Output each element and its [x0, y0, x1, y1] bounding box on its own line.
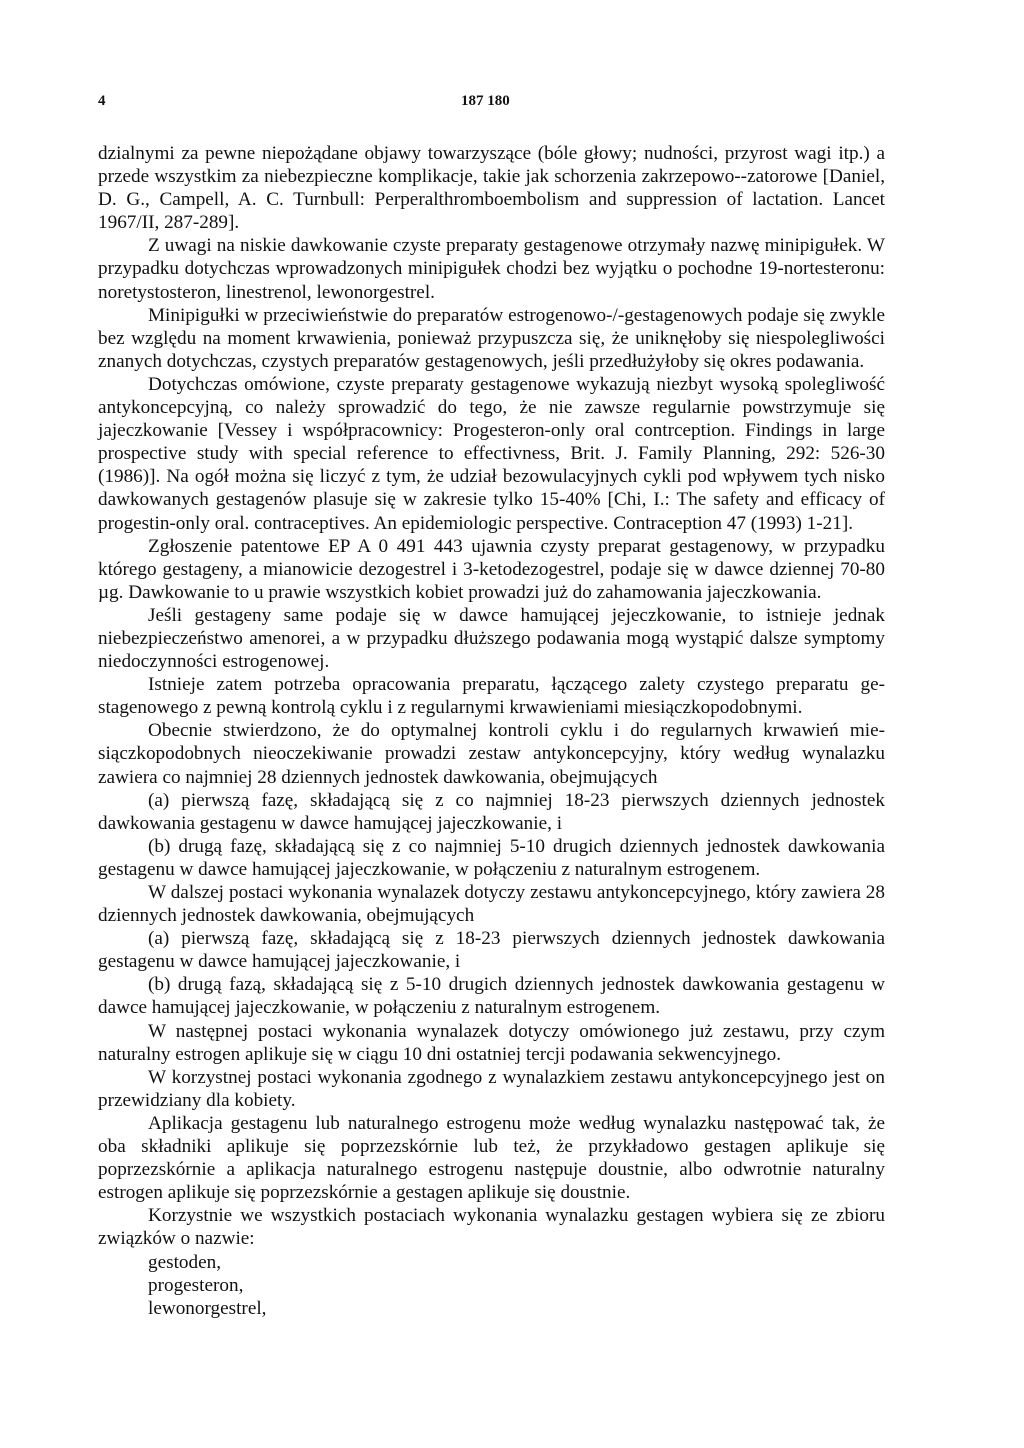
paragraph-continuation: dzialnymi za pewne niepożądane objawy towarzyszące (bóle głowy; nudności, przyrost wagi itp.) a przede wszystkim za niebezpieczne komplikacje, takie jak schorzenia zakrzepowo--zatorowe [Daniel, D. G., Campell, A. C. Turnbull: Perperalthromboembolism and suppression of lactation. Lancet 1967/II, 287-289].	[98, 143, 885, 234]
list-item: gestoden,	[148, 1251, 222, 1273]
paragraph-patent-application: Zgłoszenie patentowe EP A 0 491 443 ujawnia czysty preparat gestagenowy, w przypadku którego gestageny, a mianowicie dezogestrel i 3-ketodezogestrel, podaje się w dawce dziennej 70-80 µg. Dawkowanie to u prawie wszystkich kobiet prowadzi już do zahamowania jajeczkowania.	[98, 535, 885, 603]
paragraph-preferred-embodiment: W korzystnej postaci wykonania zgodnego z wynalazkiem zestawu antykoncepcyjnego jest on przewidziany dla kobiety.	[98, 1066, 885, 1111]
document-body	[98, 142, 885, 1320]
compound-list	[98, 1251, 885, 1320]
paragraph-application: Aplikacja gestagenu lub naturalnego estrogenu może według wynalazku następować tak, że oba składniki aplikuje się poprzezskórnie lub też, że przykładowo gestagen aplikuje się poprzezskórnie a aplikacja naturalnego estrogenu następuje doustnie, albo odwrotnie naturalny estrogen aplikuje się poprzezskórnie a gestagen aplikuje się doustnie.	[98, 1112, 885, 1204]
paragraph-finding: Obecnie stwierdzono, że do optymalnej kontroli cyklu i do regularnych krwawień miesiączkopodobnych nieoczekiwanie prowadzi zestaw antykoncepcyjny, który według wynalazku zawiera co najmniej 28 dziennych jednostek dawkowania, obejmujących	[98, 720, 885, 788]
paragraph-phase-a-2: (a) pierwszą fazę, składającą się z 18-23 pierwszych dziennych jednostek dawkowania gestagenu w dawce hamującej jajeczkowanie, i	[98, 928, 885, 973]
paragraph-phase-b: (b) drugą fazę, składającą się z co najmniej 5-10 drugich dziennych jednostek dawkowania gestagenu w dawce hamującej jajeczkowanie, w połączeniu z naturalnym estrogenem.	[98, 835, 885, 880]
paragraph-minipills-name: Z uwagi na niskie dawkowanie czyste preparaty gestagenowe otrzymały nazwę minipigułek. W przypadku dotychczas wprowadzonych minipigułek chodzi bez wyjątku o pochodne 19-nortesteronu: noretystosteron, linestrenol, lewonorgestrel.	[98, 235, 885, 303]
paragraph-minipills-administration: Minipigułki w przeciwieństwie do preparatów estrogenowo-/-gestagenowych podaje się zwykle bez względu na moment krwawienia, ponieważ przypuszcza się, że uniknęłoby się niespolegliwości znanych dotychczas, czystych preparatów gestagenowych, jeśli przedłużyłoby się okres podawania.	[98, 304, 885, 372]
list-item: lewonorgestrel,	[148, 1297, 267, 1319]
paragraph-phase-a: (a) pierwszą fazę, składającą się z co najmniej 18-23 pierwszych dziennych jednostek dawkowania gestagenu w dawce hamującej jajeczkowanie, i	[98, 789, 885, 834]
paragraph-further-embodiment: W dalszej postaci wykonania wynalazek dotyczy zestawu antykoncepcyjnego, który zawiera 28 dziennych jednostek dawkowania, obejmujących	[98, 882, 885, 927]
paragraph-compound-selection: Korzystnie we wszystkich postaciach wykonania wynalazku gestagen wybiera się ze zbioru związków o nazwie:	[98, 1205, 885, 1250]
paragraph-next-embodiment: W następnej postaci wykonania wynalazek dotyczy omówionego już zestawu, przy czym naturalny estrogen aplikuje się w ciągu 10 dni ostatniej tercji podawania sekwencyjnego.	[98, 1020, 885, 1065]
page-header	[98, 93, 934, 117]
paragraph-efficacy: Dotychczas omówione, czyste preparaty gestagenowe wykazują niezbyt wysoką spolegliwość antykoncepcyjną, co należy sprowadzić do tego, że nie zawsze regularnie powstrzymuje się jajeczkowanie [Vessey i współpracownicy: Progesteron-only oral contrception. Findings in large prospective study with special reference to effectivness, Brit. J. Family Planning, 292: 526-30 (1986)]. Na ogół można się liczyć z tym, że udział bezowulacyjnych cykli pod wpływem tych nisko dawkowanych gestagenów plasuje się w zakresie tylko 15-40% [Chi, I.: The safety and efficacy of progestin-only oral. contraceptives. An epidemiologic perspective. Contraception 47 (1993) 1-21].	[98, 373, 885, 534]
paragraph-phase-b-2: (b) drugą fazą, składającą się z 5-10 drugich dziennych jednostek dawkowania gestagenu w dawce hamującej jajeczkowanie, w połączeniu z naturalnym estrogenem.	[98, 974, 885, 1019]
list-item: progesteron,	[148, 1274, 244, 1296]
paragraph-need: Istnieje zatem potrzeba opracowania preparatu, łączącego zalety czystego preparatu gestagenowego z pewną kontrolą cyklu i z regularnymi krwawieniami miesiączkopodobnymi.	[98, 674, 885, 719]
paragraph-amenorrhea-risk: Jeśli gestageny same podaje się w dawce hamującej jejeczkowanie, to istnieje jednak niebezpieczeństwo amenorei, a w przypadku dłuższego podawania mogą wystąpić dalsze symptomy niedoczynności estrogenowej.	[98, 604, 885, 673]
patent-number: 187 180	[461, 93, 510, 109]
page-number: 4	[98, 93, 106, 109]
